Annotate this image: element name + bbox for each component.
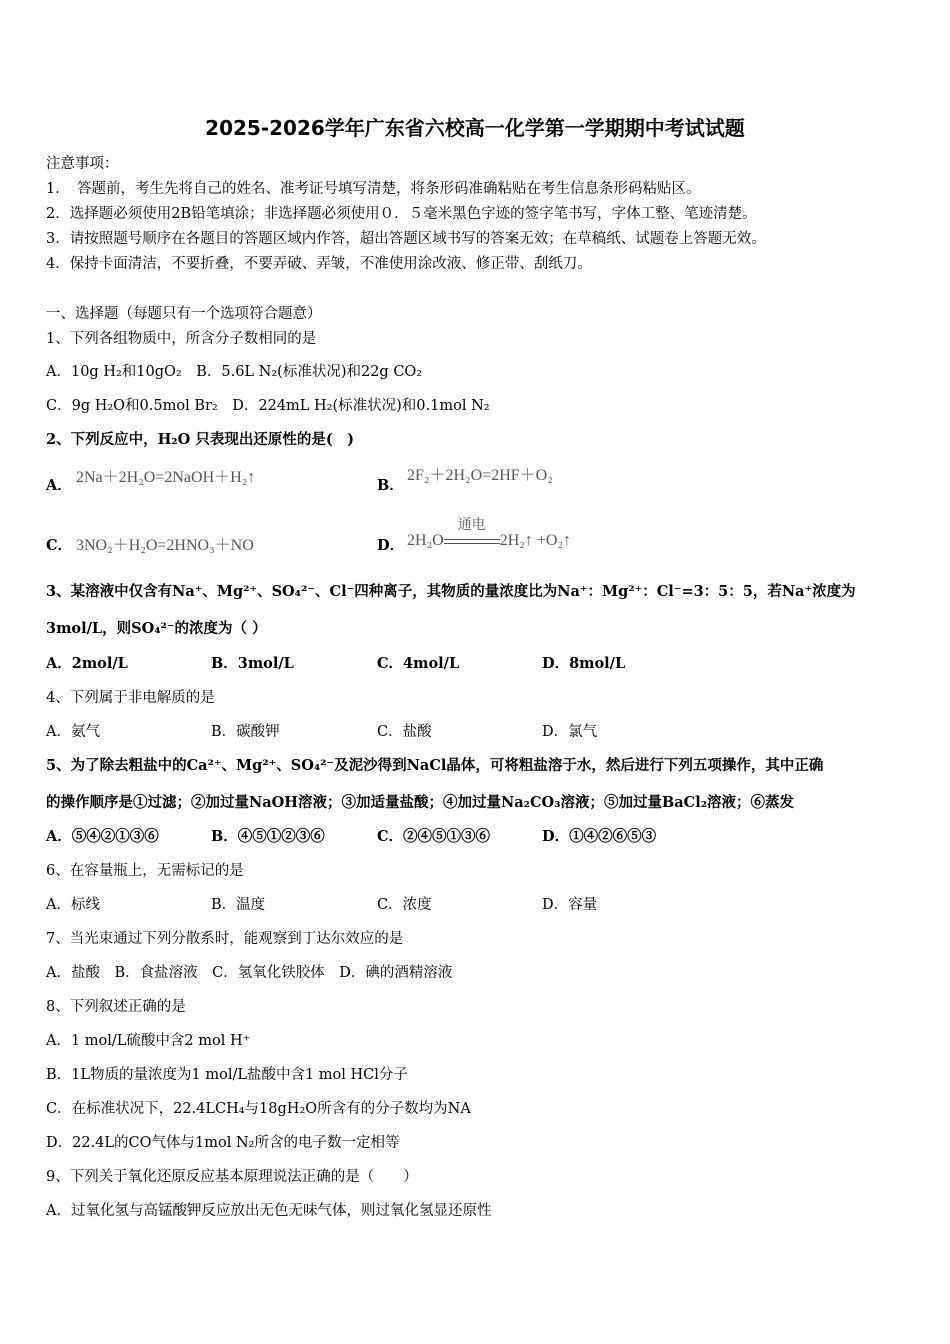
q3-option-d: D．8mol/L [542, 655, 626, 672]
q5-option-d: D．①④②⑥⑤③ [542, 828, 657, 845]
q8-option-c: C．在标准状况下，22.4LCH₄与18gH₂O所含有的分子数均为NA [46, 1101, 471, 1117]
q8-option-b: B．1L物质的量浓度为1 mol/L盐酸中含1 mol HCl分子 [46, 1067, 408, 1083]
q6-option-b: B．温度 [211, 897, 266, 913]
q6-option-a: A．标线 [46, 897, 100, 913]
notice-item-4: 4．保持卡面清洁，不要折叠，不要弄破、弄皱，不准使用涂改液、修正带、刮纸刀。 [46, 256, 592, 272]
q9-stem: 9、下列关于氧化还原反应基本原理说法正确的是（ ） [46, 1169, 418, 1185]
notice-item-3: 3．请按照题号顺序在各题目的答题区域内作答，超出答题区域书写的答案无效；在草稿纸、试题卷上答题无效。 [46, 231, 766, 247]
q1-stem: 1、下列各组物质中，所含分子数相同的是 [46, 331, 317, 347]
q2-option-c-formula: 3NO₂＋H₂O=2HNO₃＋NO [76, 537, 254, 554]
section-heading: 一、选择题（每题只有一个选项符合题意） [46, 306, 322, 322]
q2-d-reactant: 2H₂O [407, 532, 444, 549]
q6-option-d: D．容量 [542, 897, 598, 913]
q2-option-c-label: C． [46, 537, 73, 554]
q2-option-d-label: D． [377, 537, 405, 554]
q1-option-a: A．10g H₂和10gO₂ [46, 364, 182, 380]
q1-option-d: D．224mL H₂(标准状况)和0.1mol N₂ [232, 398, 490, 414]
q3-stem-line-1: 3、某溶液中仅含有Na⁺、Mg²⁺、SO₄²⁻、Cl⁻四种离子，其物质的量浓度比为Na⁺：Mg²⁺：Cl⁻=3：5：5，若Na⁺浓度为 [46, 583, 856, 600]
notice-heading: 注意事项： [46, 156, 119, 172]
q4-stem: 4、下列属于非电解质的是 [46, 690, 215, 706]
q3-option-b: B．3mol/L [211, 655, 294, 672]
q5-option-c: C．②④⑤①③⑥ [377, 828, 491, 845]
q2-option-a-formula: 2Na＋2H₂O=2NaOH＋H₂↑ [76, 469, 256, 486]
q2-option-b-label: B． [377, 477, 404, 494]
q7-options: A．盐酸 B．食盐溶液 C．氢氧化铁胶体 D．碘的酒精溶液 [46, 965, 453, 981]
q6-stem: 6、在容量瓶上，无需标记的是 [46, 863, 244, 879]
q1-option-b: B．5.6L N₂(标准状况)和22g CO₂ [196, 364, 423, 380]
q1-options-cd [46, 394, 490, 415]
q8-option-d: D．22.4L的CO气体与1mol N₂所含的电子数一定相等 [46, 1135, 400, 1151]
q1-options-ab [46, 360, 422, 381]
q8-stem: 8、下列叙述正确的是 [46, 999, 186, 1015]
q8-option-a: A．1 mol/L硫酸中含2 mol H⁺ [46, 1033, 251, 1049]
q3-stem-line-2: 3mol/L，则SO₄²⁻的浓度为（ ） [46, 620, 267, 637]
q3-option-a: A．2mol/L [46, 655, 128, 672]
electrolysis-arrow [444, 518, 500, 550]
q5-option-b: B．④⑤①②③⑥ [211, 828, 325, 845]
q5-stem-line-1: 5、为了除去粗盐中的Ca²⁺、Mg²⁺、SO₄²⁻及泥沙得到NaCl晶体，可将粗盐溶于水，然后进行下列五项操作，其中正确 [46, 757, 824, 774]
q9-option-a: A．过氧化氢与高锰酸钾反应放出无色无味气体，则过氧化氢显还原性 [46, 1203, 492, 1219]
q6-option-c: C．浓度 [377, 897, 432, 913]
q1-option-c: C．9g H₂O和0.5mol Br₂ [46, 398, 218, 414]
q4-option-a: A．氨气 [46, 724, 100, 740]
page-title: 2025-2026学年广东省六校高一化学第一学期期中考试试题 [205, 116, 745, 140]
q2-option-a-label: A． [46, 477, 72, 494]
q4-option-b: B．碳酸钾 [211, 724, 280, 740]
notice-item-2: 2．选择题必须使用2B铅笔填涂；非选择题必须使用０．５毫米黑色字迹的签字笔书写，字体工整、笔迹清楚。 [46, 206, 757, 222]
notice-item-1: 1． 答题前，考生先将自己的姓名、准考证号填写清楚，将条形码准确粘贴在考生信息条形码粘贴区。 [46, 181, 701, 197]
q7-stem: 7、当光束通过下列分散系时，能观察到丁达尔效应的是 [46, 931, 404, 947]
q5-stem-line-2: 的操作顺序是①过滤；②加过量NaOH溶液；③加适量盐酸；④加过量Na₂CO₃溶液；⑤加过量BaCl₂溶液；⑥蒸发 [46, 794, 795, 811]
q2-option-d-formula [407, 518, 571, 550]
q2-stem: 2、下列反应中，H₂O 只表现出还原性的是( ) [46, 431, 355, 448]
q4-option-d: D．氯气 [542, 724, 598, 740]
q2-d-products: 2H₂↑ +O₂↑ [499, 532, 571, 549]
q3-option-c: C．4mol/L [377, 655, 460, 672]
q2-option-b-formula: 2F₂＋2H₂O=2HF＋O₂ [407, 467, 553, 484]
electrolysis-condition: 通电 [457, 518, 486, 534]
q5-option-a: A．⑤④②①③⑥ [46, 828, 159, 845]
q4-option-c: C．盐酸 [377, 724, 432, 740]
